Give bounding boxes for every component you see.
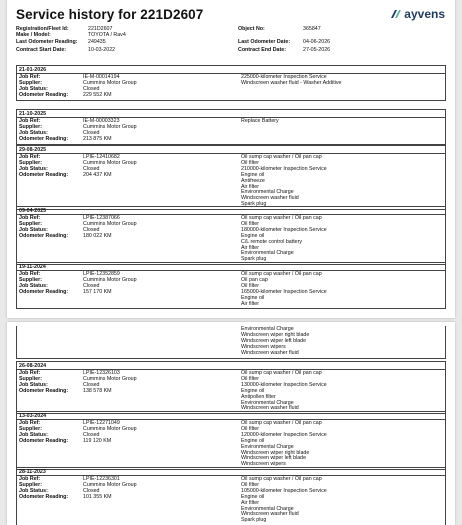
service-items [241,272,443,307]
job-status-label: Job Status: [19,282,48,289]
header-label: Object No: [238,26,265,32]
service-item: Environmental Charge [241,505,294,512]
service-item: Windscreen wiper left blade [241,337,307,344]
service-record [16,467,446,525]
service-item: Environmental Charge [241,250,294,257]
service-item: Windscreen washer fluid [241,405,299,412]
service-date: 09-04-2025 [17,207,445,215]
job-ref-value: LPIE-12387066 [83,215,120,221]
service-item: Oil filter [241,481,259,488]
job-status-value: Closed [83,85,100,92]
header-value: 04-06-2026 [303,38,331,45]
job-status-label: Job Status: [19,431,48,438]
job-status-value: Closed [83,282,100,289]
odometer-reading-label: Odometer Reading: [19,437,69,444]
service-date: 29-08-2025 [17,146,445,154]
service-item: 105000-kilometer Inspection Service [241,487,327,494]
odometer-reading-label: Odometer Reading: [19,387,69,394]
service-items [241,216,443,263]
service-item: Windscreen washer fluid [241,349,299,356]
record-details [19,477,241,524]
supplier-value: Cummins Motor Group [83,79,137,86]
job-status-value: Closed [83,431,100,438]
service-item: Windscreen wiper right blade [241,331,310,338]
record-details [19,75,241,99]
service-item: Antifreeze [241,177,265,184]
odometer-reading-row [19,234,241,240]
odometer-reading-label: Odometer Reading: [19,91,69,98]
job-status-label: Job Status: [19,381,48,388]
record-details [19,155,241,208]
service-item: Oil filter [241,282,259,289]
service-record [16,361,446,414]
job-ref-label: Job Ref: [19,74,41,80]
record-details [19,421,241,468]
service-item: Windscreen wiper left blade [241,455,307,462]
job-status-label: Job Status: [19,85,48,92]
record-details [19,371,241,412]
service-items [241,119,443,143]
header-value: 365847 [303,26,321,32]
odometer-reading-row [19,439,241,445]
service-item: Engine oil [241,493,265,500]
page-1 [7,0,455,318]
header-label: Last Odometer Reading: [16,38,78,45]
service-item: Oil sump cap washer / Oil pan cap [241,370,322,376]
service-item: 120000-kilometer Inspection Service [241,431,327,438]
service-item: Windscreen washer fluid [241,511,299,518]
job-ref-value: LPIE-12236301 [83,476,120,482]
service-item: Environmental Charge [241,443,294,450]
service-item: 165000-kilometer Inspection Service [241,288,327,295]
record-body [17,215,445,264]
odometer-reading-label: Odometer Reading: [19,493,69,500]
job-status-value: Closed [83,129,100,136]
job-ref-label: Job Ref: [19,154,41,160]
service-item: Oil sump cap washer / Oil pan cap [241,420,322,426]
record-body [17,118,445,144]
odometer-reading-row [19,93,241,99]
header-value: 27-05-2026 [303,47,331,54]
record-body [17,271,445,308]
ayvens-logo [390,7,445,21]
service-item: C/L remote control battery [241,238,303,245]
header-label: Registration/Fleet Id: [16,26,69,32]
service-item: Oil sump cap washer / Oil pan cap [241,215,322,221]
odometer-reading-label: Odometer Reading: [19,232,69,239]
page-2 [7,322,455,525]
job-status-value: Closed [83,381,100,388]
service-item: Environmental Charge [241,326,294,332]
service-item: Spark plug [241,517,267,524]
odometer-reading-value: 180 022 KM [83,232,112,239]
record-details [19,119,241,143]
service-item: 180000-kilometer Inspection Service [241,226,327,233]
service-date: 21-01-2026 [17,66,445,74]
service-item: Engine oil [241,294,265,301]
record-body [17,74,445,100]
job-ref-label: Job Ref: [19,420,41,426]
service-item: Oil sump cap washer / Oil pan cap [241,271,322,277]
record-body [17,154,445,209]
supplier-label: Supplier: [19,123,42,130]
service-item: Oil pan cap [241,276,268,283]
service-items [241,155,443,208]
service-item: 225000-kilometer Inspection Service [241,74,327,80]
service-item: 130000-kilometer Inspection Service [241,381,327,388]
service-date: 28-11-2023 [17,468,445,476]
odometer-reading-value: 229 552 KM [83,91,112,98]
service-date: 21-10-2025 [17,110,445,118]
service-item: Oil sump cap washer / Oil pan cap [241,476,322,482]
service-item: Oil filter [241,159,259,166]
continued-record [16,326,446,359]
odometer-reading-row [19,495,241,501]
job-ref-value: LPIE-12271049 [83,420,120,426]
logo-mark-icon [390,9,402,19]
odometer-reading-value: 213 875 KM [83,135,112,142]
odometer-reading-value: 138 578 KM [83,387,112,394]
odometer-reading-label: Odometer Reading: [19,171,69,178]
service-item: Spark plug [241,256,267,263]
header-label: Last Odometer Date: [238,38,291,45]
service-record [16,206,446,265]
service-record [16,411,446,470]
odometer-reading-label: Odometer Reading: [19,288,69,295]
service-item: Windscreen washer fluid - Washer Additive [241,79,342,86]
service-item: Air filter [241,183,259,190]
service-item: Air filter [241,499,259,506]
service-item: Engine oil [241,232,265,239]
odometer-reading-row [19,389,241,395]
service-item: Air filter [241,244,259,251]
job-status-label: Job Status: [19,129,48,136]
record-body [17,370,445,413]
service-record [16,65,446,101]
odometer-reading-row [19,137,241,143]
service-item: Oil sump cap washer / Oil pan cap [241,154,322,160]
job-status-label: Job Status: [19,226,48,233]
service-item: Air filter [241,300,259,307]
record-details [19,216,241,263]
service-item: Environmental Charge [241,399,294,406]
service-record [16,145,446,210]
job-ref-label: Job Ref: [19,215,41,221]
supplier-value: Cummins Motor Group [83,481,137,488]
service-item: Antipollen filter [241,393,276,400]
job-ref-value: LPIE-12352859 [83,271,120,277]
header-value: 249435 [88,38,106,45]
header-value: 221D2607 [88,26,113,32]
service-item: Windscreen washer fluid [241,195,299,202]
service-record [16,109,446,145]
odometer-reading-row [19,173,241,179]
service-item: Environmental Charge [241,189,294,196]
service-item: Oil filter [241,425,259,432]
job-ref-value: LPIE-12326103 [83,370,120,376]
service-date: 26-08-2024 [17,362,445,370]
supplier-label: Supplier: [19,79,42,86]
supplier-label: Supplier: [19,276,42,283]
record-body [17,420,445,469]
supplier-value: Cummins Motor Group [83,123,137,130]
header-label: Contract Start Date: [16,47,67,54]
odometer-reading-label: Odometer Reading: [19,135,69,142]
job-status-value: Closed [83,165,100,172]
service-item: Replace Battery [241,118,279,124]
service-item: Windscreen wiper right blade [241,449,310,456]
header-value: TOYOTA / Rav4 [88,32,126,39]
job-ref-label: Job Ref: [19,370,41,376]
odometer-reading-row [19,290,241,296]
job-ref-value: LPIE-12410682 [83,154,120,160]
service-items [241,75,443,99]
service-item: Oil filter [241,375,259,382]
service-date: 19-11-2024 [17,263,445,271]
job-ref-label: Job Ref: [19,118,41,124]
job-ref-label: Job Ref: [19,271,41,277]
job-status-value: Closed [83,226,100,233]
supplier-label: Supplier: [19,220,42,227]
header-value: 10-03-2022 [88,47,116,54]
odometer-reading-value: 119 120 KM [83,437,112,444]
service-items [241,421,443,468]
logo-text: ayvens [404,7,445,21]
vehicle-header [16,26,446,54]
supplier-value: Cummins Motor Group [83,425,137,432]
header-label: Make / Model: [16,32,51,39]
job-ref-label: Job Ref: [19,476,41,482]
supplier-label: Supplier: [19,481,42,488]
service-items [241,371,443,412]
service-item: Engine oil [241,387,265,394]
supplier-label: Supplier: [19,159,42,166]
service-record [16,262,446,309]
odometer-reading-value: 101 355 KM [83,493,112,500]
job-status-label: Job Status: [19,487,48,494]
service-items [241,477,443,524]
supplier-value: Cummins Motor Group [83,375,137,382]
supplier-value: Cummins Motor Group [83,220,137,227]
supplier-label: Supplier: [19,425,42,432]
service-item: Windscreen wipers [241,461,286,468]
service-item: Engine oil [241,437,265,444]
header-label: Contract End Date: [238,47,286,54]
supplier-value: Cummins Motor Group [83,159,137,166]
service-date: 13-03-2024 [17,412,445,420]
job-status-value: Closed [83,487,100,494]
record-body [17,476,445,525]
service-item: Oil filter [241,220,259,227]
job-ref-value: IE-M-00003323 [83,118,120,124]
service-item: Engine oil [241,171,265,178]
supplier-label: Supplier: [19,375,42,382]
service-item: 210000-kilometer Inspection Service [241,165,327,172]
page-title: Service history for 221D2607 [16,7,204,22]
record-details [19,272,241,307]
odometer-reading-value: 157 170 KM [83,288,112,295]
supplier-value: Cummins Motor Group [83,276,137,283]
job-ref-value: IE-M-00014194 [83,74,120,80]
service-item: Spark plug [241,201,267,208]
job-status-label: Job Status: [19,165,48,172]
odometer-reading-value: 204 437 KM [83,171,112,178]
service-item: Windscreen wipers [241,343,286,350]
